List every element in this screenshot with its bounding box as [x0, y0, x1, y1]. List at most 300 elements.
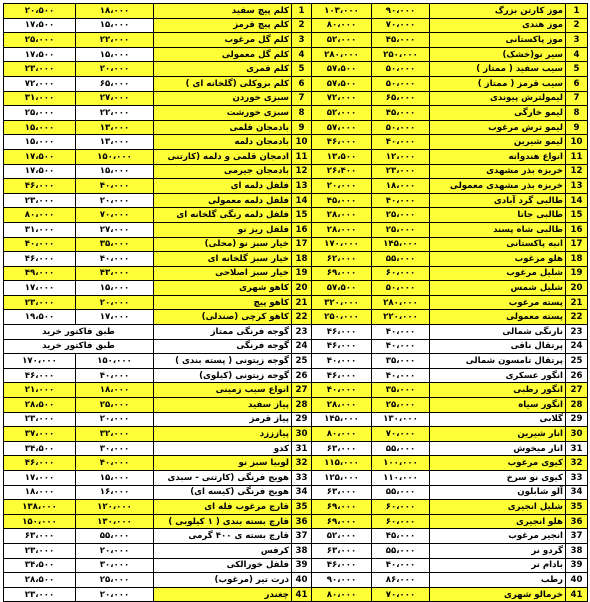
- fruit-name: نارنگی شمالی: [430, 325, 566, 340]
- vegetable-name: ذرت تیر (مرغوب): [154, 573, 292, 588]
- vegetable-price-base: ۵۵،۰۰۰: [76, 529, 154, 544]
- row-index-left: 37: [566, 529, 588, 544]
- vegetable-name: بادمجان جیرمی: [154, 164, 292, 179]
- vegetable-name: هویج فرنگی (کارتنی - سبدی: [154, 471, 292, 486]
- vegetable-price-base: ۴۰،۰۰۰: [76, 368, 154, 383]
- table-row: [4, 135, 588, 150]
- price-base: ۱۸،۰۰۰: [372, 179, 430, 194]
- price-base: ۳۵،۰۰۰: [372, 354, 430, 369]
- row-index-left: 9: [566, 120, 588, 135]
- table-row: [4, 164, 588, 179]
- price-retail: ۹۰،۰۰۰: [312, 573, 372, 588]
- table-row: [4, 427, 588, 442]
- price-retail: ۱۲۵،۰۰۰: [312, 471, 372, 486]
- price-retail: ۳۲۰،۰۰۰: [312, 295, 372, 310]
- row-index-left: 24: [566, 339, 588, 354]
- row-index-right: 2: [292, 18, 312, 33]
- row-index-right: 26: [292, 368, 312, 383]
- vegetable-price-base: ۲۰،۰۰۰: [76, 62, 154, 77]
- fruit-name: انگور رطبی: [430, 383, 566, 398]
- row-index-left: 3: [566, 33, 588, 48]
- table-row: [4, 529, 588, 544]
- row-index-left: 13: [566, 179, 588, 194]
- price-retail: ۶۹،۰۰۰: [312, 500, 372, 515]
- fruit-name: پسته معمولی: [430, 310, 566, 325]
- vegetable-name: گوجه فرنگی ممتاز: [154, 325, 292, 340]
- vegetable-name: انواع سیب زمینی: [154, 383, 292, 398]
- price-base: ۱۱۰،۰۰۰: [372, 471, 430, 486]
- table-row: [4, 237, 588, 252]
- price-base: ۲۸۰،۰۰۰: [372, 295, 430, 310]
- vegetable-name: کلم گل معمولی: [154, 47, 292, 62]
- vegetable-name: گوجه زیتونی ( پسته بندی ): [154, 354, 292, 369]
- table-row: [4, 295, 588, 310]
- price-base: ۳۵،۰۰۰: [372, 383, 430, 398]
- price-base: ۵۵،۰۰۰: [372, 543, 430, 558]
- price-base: ۵۰،۰۰۰: [372, 120, 430, 135]
- table-row: [4, 354, 588, 369]
- vegetable-name: بادمجان قلمی: [154, 120, 292, 135]
- vegetable-price-retail: ۲۵،۰۰۰: [4, 106, 76, 121]
- price-base: ۵۵،۰۰۰: [372, 441, 430, 456]
- row-index-left: 31: [566, 441, 588, 456]
- price-retail: ۶۲،۰۰۰: [312, 252, 372, 267]
- fruit-name: لیمو ترش مرغوب: [430, 120, 566, 135]
- vegetable-price-base: ۴۰،۰۰۰: [76, 456, 154, 471]
- vegetable-name: چغندر: [154, 587, 292, 602]
- row-index-right: 29: [292, 412, 312, 427]
- vegetable-price-retail: ۴۶،۰۰۰: [4, 456, 76, 471]
- price-retail: ۴۶،۰۰۰: [312, 558, 372, 573]
- fruit-name: کیوی مرغوب: [430, 456, 566, 471]
- row-index-right: 3: [292, 33, 312, 48]
- row-index-right: 16: [292, 222, 312, 237]
- row-index-left: 5: [566, 62, 588, 77]
- table-row: [4, 120, 588, 135]
- table-row: [4, 47, 588, 62]
- row-index-right: 38: [292, 543, 312, 558]
- vegetable-price-base: ۴۰،۰۰۰: [76, 179, 154, 194]
- row-index-right: 5: [292, 62, 312, 77]
- vegetable-price-base: ۱۶،۰۰۰: [76, 485, 154, 500]
- vegetable-price-base: ۲۰،۰۰۰: [76, 295, 154, 310]
- row-index-right: 22: [292, 310, 312, 325]
- table-row: [4, 514, 588, 529]
- price-base: ۴۰،۰۰۰: [372, 368, 430, 383]
- vegetable-name: لوبیا سبز نو: [154, 456, 292, 471]
- price-base: ۴۰،۰۰۰: [372, 325, 430, 340]
- fruit-name: کیوی نو سرخ: [430, 471, 566, 486]
- fruit-name: خربزه بذر مشهدی: [430, 164, 566, 179]
- fruit-name: موز کارتن بزرگ: [430, 4, 566, 19]
- vegetable-price-retail: ۲۸،۵۰۰: [4, 398, 76, 413]
- row-index-right: 14: [292, 193, 312, 208]
- row-index-left: 2: [566, 18, 588, 33]
- fruit-name: پسته مرغوب: [430, 295, 566, 310]
- vegetable-price-retail: ۱۵۰،۰۰۰: [4, 514, 76, 529]
- row-index-left: 34: [566, 485, 588, 500]
- vegetable-price-retail: ۱۷،۰۰۰: [4, 471, 76, 486]
- row-index-left: 33: [566, 471, 588, 486]
- vegetable-price-base: ۲۰،۰۰۰: [76, 412, 154, 427]
- fruit-name: انار شیرین: [430, 427, 566, 442]
- vegetable-price-retail: ۳۱،۰۰۰: [4, 91, 76, 106]
- row-index-left: 40: [566, 573, 588, 588]
- vegetable-price-retail: ۲۳،۰۰۰: [4, 295, 76, 310]
- row-index-right: 7: [292, 91, 312, 106]
- row-index-left: 19: [566, 266, 588, 281]
- price-base: ۲۵۰،۰۰۰: [372, 47, 430, 62]
- price-retail: ۶۳،۰۰۰: [312, 441, 372, 456]
- table-row: [4, 310, 588, 325]
- row-index-left: 30: [566, 427, 588, 442]
- vegetable-price-base: ۱۵۰،۰۰۰: [76, 149, 154, 164]
- vegetable-price-retail: ۱۸،۰۰۰: [4, 485, 76, 500]
- price-base: ۷۰،۰۰۰: [372, 587, 430, 602]
- vegetable-name: سبزی خورشت: [154, 106, 292, 121]
- vegetable-price-retail: ۲۰،۵۰۰: [4, 4, 76, 19]
- price-base: ۴۵،۰۰۰: [372, 106, 430, 121]
- table-row: [4, 383, 588, 398]
- fruit-name: سیر نو(خشک): [430, 47, 566, 62]
- vegetable-name: گوجه زیتونی (کیلوی): [154, 368, 292, 383]
- table-row: [4, 543, 588, 558]
- price-retail: ۲۰،۰۰۰: [312, 179, 372, 194]
- vegetable-price-retail: ۱۵،۰۰۰: [4, 135, 76, 150]
- vegetable-price-base: ۱۳،۰۰۰: [76, 120, 154, 135]
- price-base: ۹۰،۰۰۰: [372, 4, 430, 19]
- price-base: ۵۰،۰۰۰: [372, 62, 430, 77]
- table-row: [4, 339, 588, 354]
- fruit-name: خرمالو شهری: [430, 587, 566, 602]
- vegetable-price-base: ۱۵،۰۰۰: [76, 47, 154, 62]
- fruit-name: لیمو خارگی: [430, 106, 566, 121]
- vegetable-price-base: ۱۵،۰۰۰: [76, 18, 154, 33]
- fruit-name: سیب سفید ( ممتاز ): [430, 62, 566, 77]
- price-base: ۱۳۰،۰۰۰: [372, 412, 430, 427]
- vegetable-name: فلفل دلمه معمولی: [154, 193, 292, 208]
- price-retail: ۶۹،۰۰۰: [312, 266, 372, 281]
- table-row: [4, 266, 588, 281]
- price-base: ۷۰،۰۰۰: [372, 427, 430, 442]
- vegetable-price-retail: ۱۹،۵۰۰: [4, 310, 76, 325]
- price-base: ۱۰۰،۰۰۰: [372, 456, 430, 471]
- price-retail: ۴۶،۰۰۰: [312, 325, 372, 340]
- price-base: ۴۰،۰۰۰: [372, 193, 430, 208]
- price-retail: ۲۶،۴۰۰: [312, 164, 372, 179]
- table-row: [4, 500, 588, 515]
- vegetable-name: کلم پیچ سفید: [154, 4, 292, 19]
- row-index-right: 28: [292, 398, 312, 413]
- vegetable-price-retail: ۲۳،۰۰۰: [4, 62, 76, 77]
- price-base: ۴۰،۰۰۰: [372, 135, 430, 150]
- price-list-table: [3, 3, 588, 602]
- vegetable-price-base: ۲۲،۰۰۰: [76, 33, 154, 48]
- vegetable-name: کاهو پیچ: [154, 295, 292, 310]
- price-base: ۴۰،۰۰۰: [372, 339, 430, 354]
- fruit-name: لیمولترش پیوندی: [430, 91, 566, 106]
- row-index-left: 21: [566, 295, 588, 310]
- vegetable-price-base: ۴۰،۰۰۰: [76, 252, 154, 267]
- fruit-name: رطب: [430, 573, 566, 588]
- price-base: ۶۰،۰۰۰: [372, 514, 430, 529]
- fruit-name: موز هندی: [430, 18, 566, 33]
- price-retail: ۴۶،۰۰۰: [312, 135, 372, 150]
- price-retail: ۱۰۳،۰۰۰: [312, 4, 372, 19]
- vegetable-price-base: ۷۰،۰۰۰: [76, 208, 154, 223]
- table-row: [4, 412, 588, 427]
- price-retail: ۱۱۵،۰۰۰: [312, 456, 372, 471]
- vegetable-price-retail: ۲۳،۰۰۰: [4, 587, 76, 602]
- row-index-left: 22: [566, 310, 588, 325]
- vegetable-name: کاهو کرچی (صندلی): [154, 310, 292, 325]
- row-index-left: 15: [566, 208, 588, 223]
- row-index-right: 24: [292, 339, 312, 354]
- vegetable-price-retail: ۶۳،۰۰۰: [4, 529, 76, 544]
- vegetable-name: خیار سبز نو (محلی): [154, 237, 292, 252]
- vegetable-price-retail: ۲۳،۰۰۰: [4, 543, 76, 558]
- vegetable-price-base: ۲۰،۰۰۰: [76, 543, 154, 558]
- table-row: [4, 18, 588, 33]
- price-retail: ۲۵۰،۰۰۰: [312, 310, 372, 325]
- table-row: [4, 179, 588, 194]
- fruit-name: گردو نر: [430, 543, 566, 558]
- vegetable-name: سبزی خوردن: [154, 91, 292, 106]
- row-index-right: 4: [292, 47, 312, 62]
- fruit-name: انواع هندوانه: [430, 149, 566, 164]
- price-retail: ۵۲،۰۰۰: [312, 529, 372, 544]
- vegetable-name: کلم قمری: [154, 62, 292, 77]
- fruit-name: لیمو شیرین: [430, 135, 566, 150]
- row-index-left: 11: [566, 149, 588, 164]
- table-row: [4, 208, 588, 223]
- table-row: [4, 62, 588, 77]
- table-row: [4, 281, 588, 296]
- vegetable-price-retail: ۲۳،۰۰۰: [4, 193, 76, 208]
- price-retail: ۵۷،۵۰۰: [312, 76, 372, 91]
- fruit-name: گلابی: [430, 412, 566, 427]
- price-retail: ۷۲،۰۰۰: [312, 91, 372, 106]
- vegetable-price-retail: ۳۴،۵۰۰: [4, 558, 76, 573]
- fruit-name: طالبی جاتا: [430, 208, 566, 223]
- price-base: ۷۰،۰۰۰: [372, 18, 430, 33]
- price-retail: ۲۸،۰۰۰: [312, 208, 372, 223]
- price-rows: [4, 4, 588, 602]
- fruit-name: هلو انجیری: [430, 514, 566, 529]
- table-row: [4, 91, 588, 106]
- vegetable-price-base: ۱۵،۰۰۰: [76, 281, 154, 296]
- price-retail: ۶۹،۰۰۰: [312, 514, 372, 529]
- table-row: [4, 587, 588, 602]
- price-base: ۱۴۵،۰۰۰: [372, 237, 430, 252]
- price-retail: ۵۷،۵۰۰: [312, 281, 372, 296]
- vegetable-price-retail: ۱۷،۵۰۰: [4, 149, 76, 164]
- vegetable-price-base: ۳۰،۰۰۰: [76, 441, 154, 456]
- vegetable-name: کلم گل مرغوب: [154, 33, 292, 48]
- vegetable-price-base: ۲۰،۰۰۰: [76, 193, 154, 208]
- fruit-name: انار میخوش: [430, 441, 566, 456]
- vegetable-price-retail: ۴۶،۰۰۰: [4, 368, 76, 383]
- vegetable-price-retail: ۱۷،۵۰۰: [4, 47, 76, 62]
- price-retail: ۵۲،۰۰۰: [312, 33, 372, 48]
- vegetable-name: کاهو شهری: [154, 281, 292, 296]
- table-row: [4, 222, 588, 237]
- table-row: [4, 368, 588, 383]
- vegetable-price-base: ۲۲،۰۰۰: [76, 106, 154, 121]
- fruit-name: طالبی گرد آبادی: [430, 193, 566, 208]
- table-row: [4, 4, 588, 19]
- table-row: [4, 471, 588, 486]
- row-index-right: 25: [292, 354, 312, 369]
- row-index-left: 41: [566, 587, 588, 602]
- vegetable-price-base: طبق فاکتور خرید: [4, 339, 154, 354]
- price-retail: ۶۳،۰۰۰: [312, 543, 372, 558]
- vegetable-price-retail: ۱۵،۰۰۰: [4, 120, 76, 135]
- row-index-right: 18: [292, 252, 312, 267]
- fruit-name: پرتقال تامسون شمالی: [430, 354, 566, 369]
- vegetable-price-retail: ۴۶،۰۰۰: [4, 252, 76, 267]
- vegetable-price-base: ۳۵،۰۰۰: [76, 237, 154, 252]
- fruit-name: طالبی شاه پسند: [430, 222, 566, 237]
- table-row: [4, 441, 588, 456]
- price-base: ۲۵،۰۰۰: [372, 208, 430, 223]
- vegetable-price-retail: ۸۰،۰۰۰: [4, 208, 76, 223]
- row-index-left: 36: [566, 514, 588, 529]
- price-retail: ۵۷،۰۰۰: [312, 120, 372, 135]
- price-retail: ۵۲،۰۰۰: [312, 106, 372, 121]
- vegetable-price-base: ۳۰،۰۰۰: [76, 558, 154, 573]
- row-index-left: 7: [566, 91, 588, 106]
- table-row: [4, 149, 588, 164]
- row-index-right: 27: [292, 383, 312, 398]
- row-index-right: 20: [292, 281, 312, 296]
- price-base: ۴۵،۰۰۰: [372, 529, 430, 544]
- vegetable-name: گوجه فرنگی: [154, 339, 292, 354]
- vegetable-name: کرفس: [154, 543, 292, 558]
- price-base: ۸۶،۰۰۰: [372, 573, 430, 588]
- table-row: [4, 106, 588, 121]
- vegetable-name: پیاز سفید: [154, 398, 292, 413]
- vegetable-price-base: ۱۲۰،۰۰۰: [76, 500, 154, 515]
- vegetable-price-retail: ۴۰،۰۰۰: [4, 237, 76, 252]
- row-index-right: 32: [292, 456, 312, 471]
- row-index-right: 17: [292, 237, 312, 252]
- price-retail: ۲۸،۰۰۰: [312, 222, 372, 237]
- price-retail: ۸۰،۰۰۰: [312, 18, 372, 33]
- vegetable-name: فلفل دلمه ای: [154, 179, 292, 194]
- price-base: ۵۵،۰۰۰: [372, 252, 430, 267]
- row-index-left: 35: [566, 500, 588, 515]
- vegetable-price-base: ۱۷،۰۰۰: [76, 310, 154, 325]
- vegetable-price-base: ۱۵،۰۰۰: [76, 164, 154, 179]
- fruit-name: پرتقال ناقی: [430, 339, 566, 354]
- vegetable-price-base: ۱۸،۰۰۰: [76, 383, 154, 398]
- vegetable-price-base: ۱۳،۰۰۰: [76, 135, 154, 150]
- row-index-left: 29: [566, 412, 588, 427]
- row-index-left: 32: [566, 456, 588, 471]
- vegetable-name: بادمجان دلمه: [154, 135, 292, 150]
- price-retail: ۴۰،۰۰۰: [312, 383, 372, 398]
- row-index-left: 4: [566, 47, 588, 62]
- row-index-right: 1: [292, 4, 312, 19]
- row-index-right: 19: [292, 266, 312, 281]
- row-index-right: 39: [292, 558, 312, 573]
- price-retail: ۵۷،۵۰۰: [312, 62, 372, 77]
- fruit-name: سیب قرمز ( ممتاز ): [430, 76, 566, 91]
- price-base: ۲۲۰،۰۰۰: [372, 310, 430, 325]
- price-retail: ۸۰،۰۰۰: [312, 427, 372, 442]
- row-index-left: 27: [566, 383, 588, 398]
- vegetable-name: خیار سبز اصلاحی: [154, 266, 292, 281]
- vegetable-price-retail: ۲۳،۰۰۰: [4, 412, 76, 427]
- row-index-left: 18: [566, 252, 588, 267]
- row-index-right: 31: [292, 441, 312, 456]
- row-index-right: 33: [292, 471, 312, 486]
- fruit-name: شلیل انجیری: [430, 500, 566, 515]
- vegetable-price-base: ۱۵،۰۰۰: [76, 471, 154, 486]
- row-index-right: 15: [292, 208, 312, 223]
- row-index-left: 14: [566, 193, 588, 208]
- vegetable-price-retail: ۴۹،۰۰۰: [4, 266, 76, 281]
- vegetable-price-base: ۴۳،۰۰۰: [76, 266, 154, 281]
- row-index-left: 16: [566, 222, 588, 237]
- row-index-left: 25: [566, 354, 588, 369]
- fruit-name: موز پاکستانی: [430, 33, 566, 48]
- price-retail: ۴۵،۰۰۰: [312, 193, 372, 208]
- vegetable-price-retail: ۳۱،۰۰۰: [4, 222, 76, 237]
- price-retail: ۴۶،۰۰۰: [312, 339, 372, 354]
- table-row: [4, 558, 588, 573]
- vegetable-name: فلفل ریز نو: [154, 222, 292, 237]
- fruit-name: هلو مرغوب: [430, 252, 566, 267]
- vegetable-price-base: ۲۰،۰۰۰: [76, 587, 154, 602]
- price-base: ۴۵،۰۰۰: [372, 33, 430, 48]
- vegetable-name: ادمجان قلمی و دلمه (کارتنی: [154, 149, 292, 164]
- vegetable-price-retail: ۴۶،۰۰۰: [4, 179, 76, 194]
- row-index-right: 34: [292, 485, 312, 500]
- vegetable-price-base: ۱۵۰،۰۰۰: [76, 354, 154, 369]
- price-retail: ۲۸،۰۰۰: [312, 398, 372, 413]
- row-index-right: 13: [292, 179, 312, 194]
- fruit-name: آلو شابلون: [430, 485, 566, 500]
- vegetable-price-base: ۱۳۰،۰۰۰: [76, 514, 154, 529]
- row-index-left: 38: [566, 543, 588, 558]
- vegetable-price-base: ۱۸،۰۰۰: [76, 4, 154, 19]
- row-index-right: 11: [292, 149, 312, 164]
- vegetable-name: کدو: [154, 441, 292, 456]
- row-index-right: 23: [292, 325, 312, 340]
- price-base: ۲۳،۰۰۰: [372, 164, 430, 179]
- row-index-right: 41: [292, 587, 312, 602]
- vegetable-price-retail: ۷۲،۰۰۰: [4, 76, 76, 91]
- vegetable-price-retail: ۱۷،۵۰۰: [4, 18, 76, 33]
- vegetable-price-base: طبق فاکتور خرید: [4, 325, 154, 340]
- vegetable-name: هویج فرنگی (کیسه ای): [154, 485, 292, 500]
- table-row: [4, 252, 588, 267]
- row-index-right: 6: [292, 76, 312, 91]
- vegetable-name: قارچ بسته ی ۴۰۰ گرمی: [154, 529, 292, 544]
- row-index-left: 8: [566, 106, 588, 121]
- price-base: ۲۵،۰۰۰: [372, 222, 430, 237]
- fruit-name: انبه پاکستانی: [430, 237, 566, 252]
- price-retail: ۴۶،۰۰۰: [312, 368, 372, 383]
- price-retail: ۱۳،۵۰۰: [312, 149, 372, 164]
- row-index-left: 23: [566, 325, 588, 340]
- row-index-left: 17: [566, 237, 588, 252]
- row-index-right: 40: [292, 573, 312, 588]
- price-retail: ۲۸۰،۰۰۰: [312, 47, 372, 62]
- vegetable-price-base: ۲۷،۰۰۰: [76, 91, 154, 106]
